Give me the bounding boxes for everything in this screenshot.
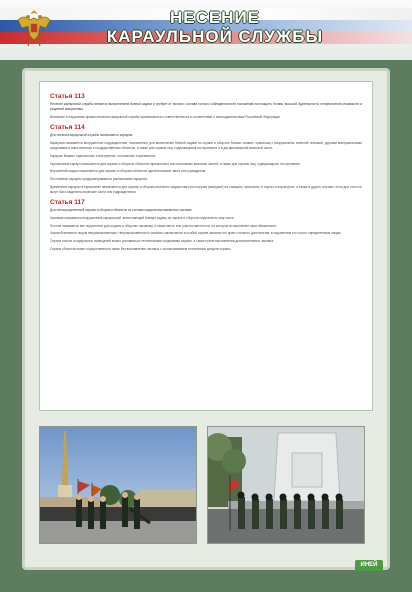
article-117 bbox=[50, 198, 362, 252]
changing-of-guard-spire-photo bbox=[39, 426, 197, 544]
title-line-2: КАРАУЛЬНОЙ СЛУЖБЫ bbox=[106, 27, 324, 46]
article-paragraph: Для непосредственной охраны и обороны объектов из состава караула выставляются часовые. bbox=[50, 208, 193, 213]
content-panel bbox=[22, 68, 390, 570]
article-heading: Статья 117 bbox=[50, 199, 85, 207]
article-paragraph: Караулы бывают гарнизонные и внутренние, постоянные и временные. bbox=[50, 153, 157, 158]
double-headed-eagle-icon bbox=[14, 6, 54, 50]
article-paragraph: Несение караульной службы является выполнением боевой задачи и требует от личного состава точного соблюдения всех положений настоящего Устава, высокой бдительности, непреклонной решимости и разумной инициативы. bbox=[50, 102, 362, 112]
article-paragraph: Караулом называется вооруженное подразделение, назначенное для выполнения боевой задачи по охране и обороне боевых знамен, хранилищ с вооружением, военной техникой, другими материальными средствами и иных военных и государственных объектов, а также для охраны лиц, содержащихся на гауптвахте и в дисциплинарной воинской части. bbox=[50, 140, 362, 150]
publisher-logo: ИНЕЙ bbox=[355, 560, 383, 571]
article-paragraph: Часовым называется вооруженный караульный, выполняющий боевую задачу по охране и обороне порученного ему поста. bbox=[50, 215, 235, 220]
article-114 bbox=[50, 123, 362, 196]
article-paragraph: Охрана постов и караульных помещений может усиливаться техническими средствами охраны, а также путем выставления дополнительных часовых. bbox=[50, 239, 275, 244]
article-paragraph: Охрана объектов может осуществляться также без выставления часовых с использованием технических средств охраны. bbox=[50, 247, 232, 252]
article-paragraph: Временные караулы в гарнизонах назначаются для охраны и обороны военного имущества при погрузке (выгрузке) на станциях, пристанях, в портах и аэропортах, а также в других случаях, если для этого не могут быть выделены воинские части или подразделения. bbox=[50, 184, 362, 195]
article-113 bbox=[50, 92, 362, 120]
article-paragraph: Постом называется все порученное для охраны и обороны часовому, а также место или участок местности, на котором он выполняет свои обязанности. bbox=[50, 223, 278, 228]
text-sheet bbox=[39, 81, 373, 411]
title-line-1: НЕСЕНИЕ bbox=[169, 8, 261, 27]
article-heading: Статья 114 bbox=[50, 123, 85, 131]
honor-guard-memorial-photo bbox=[207, 426, 365, 544]
article-paragraph: Гарнизонный караул назначается для охраны и обороны объектов гарнизонного или нескольких воинских частей, а также для охраны лиц, содержащихся на гауптвахте. bbox=[50, 161, 302, 166]
article-heading: Статья 113 bbox=[50, 93, 85, 100]
article-paragraph: Часовой является лицом неприкосновенным. Неприкосновенность часового заключается в особой охране законом его прав и личного достоинства, в подчинении его строго определенным лицам. bbox=[50, 231, 342, 236]
article-paragraph: Внутренний караул назначается для охраны и обороны объектов одной воинской части или учреждения. bbox=[50, 169, 207, 174]
article-paragraph: Для несения караульной службы назначаются караулы. bbox=[50, 132, 134, 137]
article-paragraph: Виновные в нарушении правил несения караульной службы привлекаются к ответственности в соответствии с законодательством Российской Федерации. bbox=[50, 115, 281, 120]
article-paragraph: Постоянные караулы предусматриваются расписанием караулов. bbox=[50, 177, 148, 182]
poster-title bbox=[90, 8, 340, 46]
